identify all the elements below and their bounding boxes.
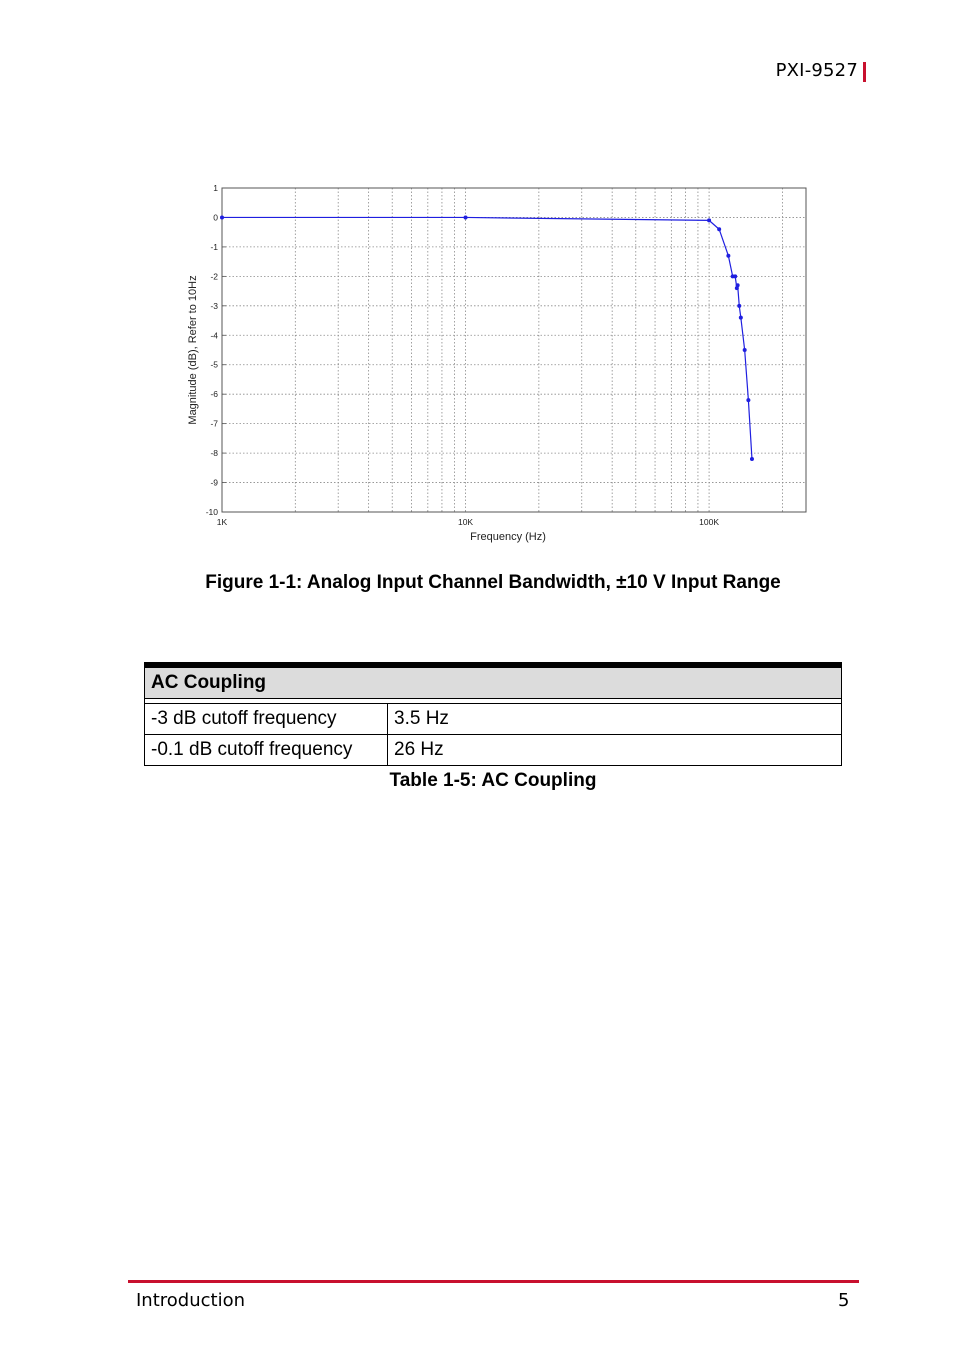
y-tick-label: 0 xyxy=(213,212,218,223)
y-axis-label: Magnitude (dB), Refer to 10Hz xyxy=(187,275,199,425)
data-point xyxy=(464,215,468,219)
header-accent-bar xyxy=(863,62,866,82)
table-caption: Table 1-5: AC Coupling xyxy=(389,770,597,791)
data-point xyxy=(739,316,743,320)
x-axis-label: Frequency (Hz) xyxy=(470,531,546,543)
data-point xyxy=(220,215,224,219)
ac-coupling-table xyxy=(144,662,842,766)
table-title: AC Coupling xyxy=(145,665,842,699)
y-tick-label: -9 xyxy=(210,477,218,488)
table-header-row xyxy=(145,665,842,699)
row-label: -0.1 dB cutoff frequency xyxy=(145,735,388,766)
bandwidth-chart xyxy=(180,176,820,556)
data-point xyxy=(726,254,730,258)
row-value: 3.5 Hz xyxy=(388,704,842,735)
y-tick-label: -2 xyxy=(210,271,218,282)
y-tick-label: 1 xyxy=(213,183,218,193)
y-tick-label: -8 xyxy=(210,448,218,459)
data-point xyxy=(733,274,737,278)
y-tick-label: -6 xyxy=(210,389,218,400)
document-title: PXI-9527 xyxy=(775,60,858,81)
plot-frame xyxy=(222,188,806,512)
data-point xyxy=(750,457,754,461)
data-point xyxy=(707,218,711,222)
y-tick-label: -4 xyxy=(210,330,218,341)
data-point xyxy=(736,283,740,287)
data-point xyxy=(746,398,750,402)
table-row xyxy=(145,735,842,766)
y-tick-label: -3 xyxy=(210,300,218,311)
y-tick-label: -1 xyxy=(210,241,218,252)
data-point xyxy=(717,227,721,231)
series-line xyxy=(222,217,752,459)
y-tick-label: -7 xyxy=(210,418,218,429)
figure-caption: Figure 1-1: Analog Input Channel Bandwidth, ±10 V Input Range xyxy=(205,572,781,593)
page-number: 5 xyxy=(838,1290,850,1311)
footer-rule xyxy=(128,1280,859,1283)
x-tick-label: 1K xyxy=(216,517,228,527)
y-tick-label: -5 xyxy=(210,359,218,370)
x-tick-label: 10K xyxy=(457,517,474,527)
row-value: 26 Hz xyxy=(388,735,842,766)
x-tick-label: 100K xyxy=(699,517,720,527)
data-point xyxy=(743,348,747,352)
footer-section: Introduction xyxy=(136,1290,246,1311)
row-label: -3 dB cutoff frequency xyxy=(145,704,388,735)
y-tick-label: -10 xyxy=(205,507,218,517)
data-point xyxy=(737,304,741,308)
table-row xyxy=(145,704,842,735)
